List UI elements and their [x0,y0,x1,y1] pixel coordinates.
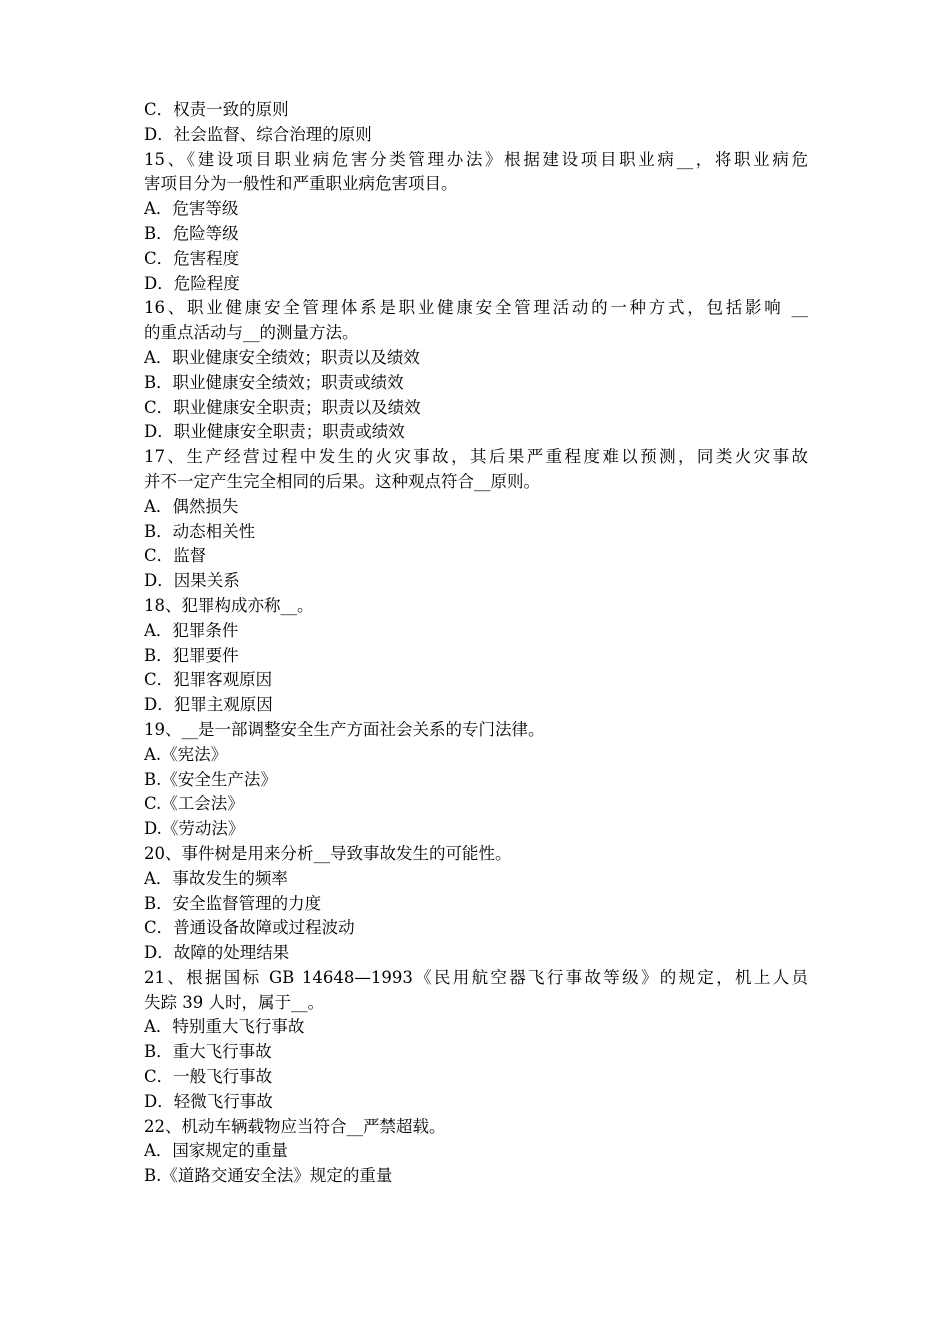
answer-option: A．特别重大飞行事故 [144,1017,305,1037]
question-line: 并不一定产生完全相同的后果。这种观点符合__原则。 [144,471,540,491]
answer-option: A.《宪法》 [144,744,228,764]
question-line: 17、生产经营过程中发生的火灾事故，其后果严重程度难以预测，同类火灾事故 [144,447,808,467]
answer-option: A．国家规定的重量 [144,1141,288,1161]
question-stem [144,842,808,867]
answer-option: D．社会监督、综合治理的原则 [144,124,372,144]
answer-option: A．犯罪条件 [144,620,239,640]
question-line: 的重点活动与__的测量方法。 [144,323,359,343]
question-line: 21、根据国标 GB 14648—1993《民用航空器飞行事故等级》的规定，机上人员 [144,967,808,987]
question-stem [144,718,808,743]
answer-option: C．监督 [144,546,207,566]
question-line: 15、《建设项目职业病危害分类管理办法》根据建设项目职业病__，将职业病危 [144,149,808,169]
question-stem [144,594,808,619]
answer-option: D．故障的处理结果 [144,943,290,963]
question-stem [144,445,808,495]
question-stem [144,148,808,198]
question-stem [144,1115,808,1140]
answer-option: A．危害等级 [144,199,239,219]
question-stem [144,966,808,1016]
answer-option: A．偶然损失 [144,496,239,516]
answer-option: C．职业健康安全职责；职责以及绩效 [144,397,421,417]
answer-option: B．重大飞行事故 [144,1042,272,1062]
question-line: 18、犯罪构成亦称__。 [144,595,314,615]
answer-option: C．危害程度 [144,248,240,268]
answer-option: C.《工会法》 [144,794,244,814]
question-line: 19、__是一部调整安全生产方面社会关系的专门法律。 [144,719,545,739]
question-line: 20、事件树是用来分析__导致事故发生的可能性。 [144,843,512,863]
answer-option: D．因果关系 [144,571,240,591]
answer-option: C．一般飞行事故 [144,1067,273,1087]
question-stem [144,296,808,346]
question-line: 16、职业健康安全管理体系是职业健康安全管理活动的一种方式，包括影响 __ [144,298,808,318]
answer-option: C．普通设备故障或过程波动 [144,918,355,938]
answer-option: B．动态相关性 [144,521,256,541]
answer-option: D．轻微飞行事故 [144,1091,273,1111]
question-line: 22、机动车辆载物应当符合__严禁超载。 [144,1116,446,1136]
answer-option: D．职业健康安全职责；职责或绩效 [144,422,405,442]
answer-option: A．职业健康安全绩效；职责以及绩效 [144,347,420,367]
answer-option: B．犯罪要件 [144,645,239,665]
answer-option: C．权责一致的原则 [144,100,289,119]
answer-option: D．危险程度 [144,273,240,293]
answer-option: B.《安全生产法》 [144,769,277,789]
question-line: 失踪 39 人时，属于__。 [144,992,324,1012]
answer-option: A．事故发生的频率 [144,868,288,888]
answer-option: C．犯罪客观原因 [144,670,273,690]
answer-option: B.《道路交通安全法》规定的重量 [144,1166,393,1186]
answer-option: B．职业健康安全绩效；职责或绩效 [144,372,404,392]
answer-option: D．犯罪主观原因 [144,695,273,715]
answer-option: D.《劳动法》 [144,819,245,839]
document-page [144,98,808,1189]
question-line: 害项目分为一般性和严重职业病危害项目。 [144,174,458,194]
answer-option: B．安全监督管理的力度 [144,893,322,913]
answer-option: B．危险等级 [144,223,239,243]
